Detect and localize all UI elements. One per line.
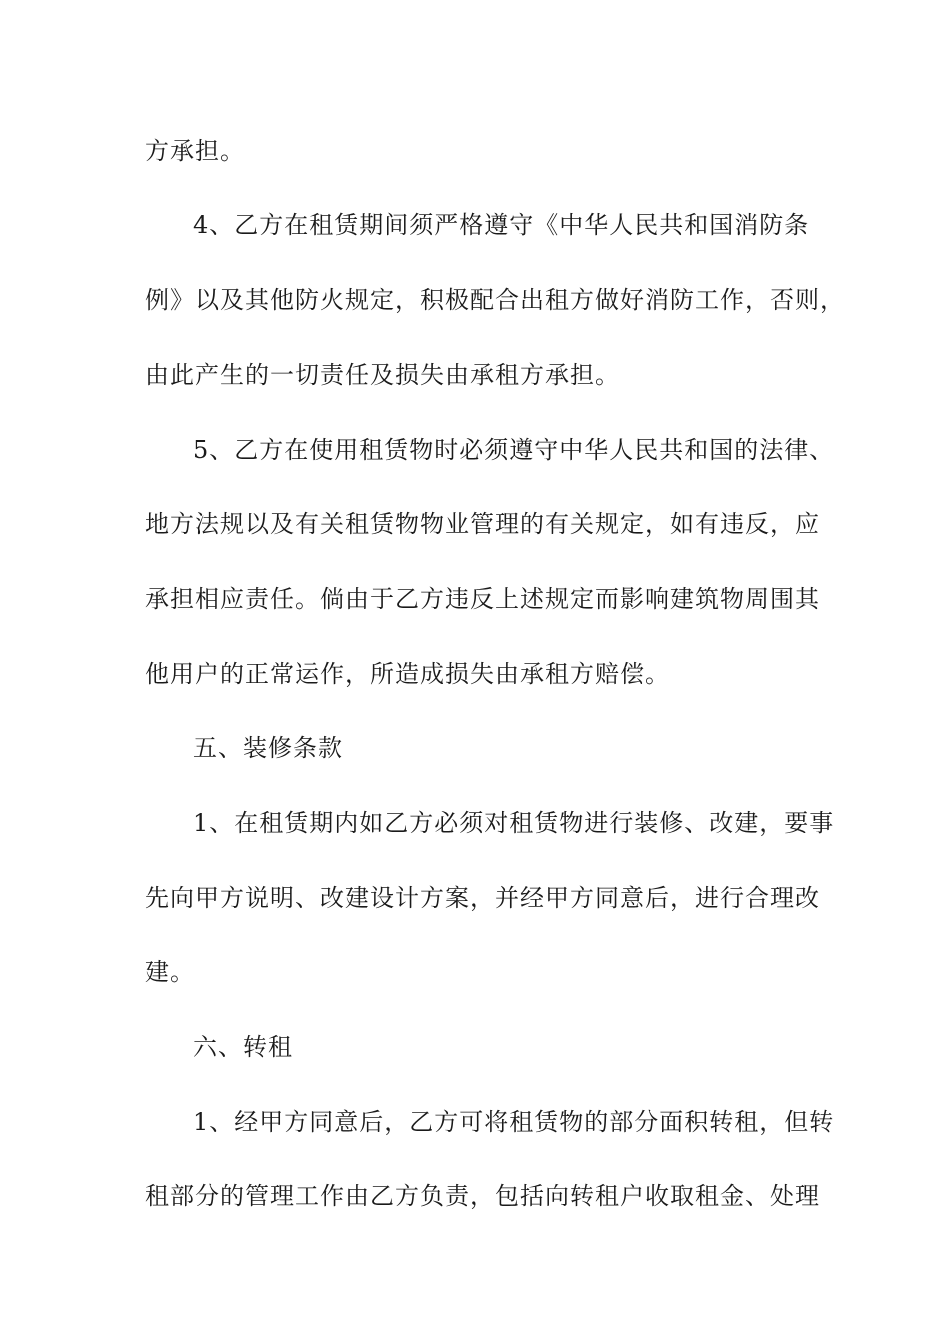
paragraph-line: 1、在租赁期内如乙方必须对租赁物进行装修、改建，要事 <box>193 809 835 837</box>
paragraph-line: 由此产生的一切责任及损失由承租方承担。 <box>145 361 620 389</box>
paragraph-line: 方承担。 <box>145 137 245 165</box>
paragraph-line: 1、经甲方同意后，乙方可将租赁物的部分面积转租，但转 <box>193 1108 835 1136</box>
section-heading: 五、装修条款 <box>193 734 343 762</box>
paragraph-line: 5、乙方在使用租赁物时必须遵守中华人民共和国的法律、 <box>193 436 835 464</box>
paragraph-line: 先向甲方说明、改建设计方案，并经甲方同意后，进行合理改 <box>145 884 820 912</box>
paragraph-line: 例》以及其他防火规定，积极配合出租方做好消防工作，否则， <box>145 286 845 314</box>
paragraph-line: 地方法规以及有关租赁物物业管理的有关规定，如有违反，应 <box>145 510 820 538</box>
section-heading: 六、转租 <box>193 1033 293 1061</box>
paragraph-line: 4、乙方在租赁期间须严格遵守《中华人民共和国消防条 <box>193 211 810 239</box>
paragraph-line: 他用户的正常运作，所造成损失由承租方赔偿。 <box>145 660 670 688</box>
paragraph-line: 建。 <box>145 958 195 986</box>
paragraph-line: 租部分的管理工作由乙方负责，包括向转租户收取租金、处理 <box>145 1182 820 1210</box>
paragraph-line: 承担相应责任。倘由于乙方违反上述规定而影响建筑物周围其 <box>145 585 820 613</box>
